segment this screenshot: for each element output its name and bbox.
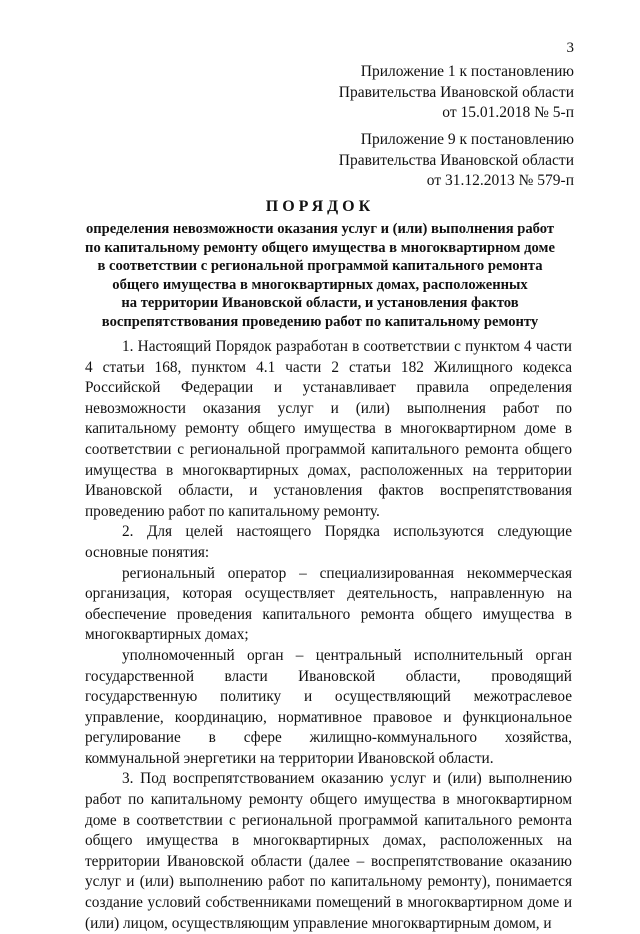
appendix-line: Приложение 9 к постановлению	[360, 131, 574, 148]
appendix-line: Правительства Ивановской области	[338, 83, 574, 101]
appendix-line: Приложение 1 к постановлению	[360, 63, 574, 80]
document-subtitle	[70, 220, 570, 331]
subtitle-line: общего имущества в многоквартирных домах, расположенных	[112, 276, 528, 293]
definition-regional-operator: региональный оператор – специализированная некоммерческая организация, которая осуществляет деятельность, направленную на обеспечение проведения капитального ремонта общего имущества в многоквартирных домах;	[85, 564, 572, 644]
appendix-reference-2	[339, 130, 574, 192]
paragraph-3: 3. Под воспрепятствованием оказанию услуг и (или) выполнению работ по капитальному ремонту общего имущества в многоквартирном доме в соответствии с региональной программой капитального ремонта общего имущества в многоквартирных домах, расположенных на территории Ивановской области (далее – воспрепятствование оказанию услуг и (или) выполнению работ по капитальному ремонту), понимается создание условий собственниками помещений в многоквартирном доме и (или) лицом, осуществляющим управление многоквартирным домом, и	[85, 770, 572, 932]
subtitle-line: на территории Ивановской области, и установления фактов	[121, 295, 519, 311]
subtitle-line: определения невозможности оказания услуг и (или) выполнения работ	[85, 221, 555, 237]
paragraph-1: 1. Настоящий Порядок разработан в соответствии с пунктом 4 части 4 статьи 168, пунктом 4.1 части 2 статьи 182 Жилищного кодекса Российской Федерации и устанавливает правила определения невозможности оказания услуг и (или) выполнения работ по капитальному ремонту общего имущества в многоквартирном доме в соответствии с региональной программой капитального ремонта общего имущества в многоквартирных домах, расположенных на территории Ивановской области, и установления фактов воспрепятствования проведению работ по капитальному ремонту.	[85, 338, 572, 520]
paragraph-2: 2. Для целей настоящего Порядка используются следующие основные понятия:	[85, 523, 572, 561]
document-title: ПОРЯДОК	[265, 198, 375, 215]
page-number: 3	[566, 40, 574, 56]
definition-authorized-body: уполномоченный орган – центральный исполнительный орган государственной власти Ивановской области, проводящий государственную политику и осуществляющий межотраслевое управление, координацию, нормативное правовое и функциональное регулирование в сфере жилищно-коммунального хозяйства, коммунальной энергетики на территории Ивановской области.	[85, 646, 572, 767]
subtitle-line: воспрепятствования проведению работ по капитальному ремонту	[101, 313, 539, 330]
appendix-reference-1	[339, 62, 574, 124]
appendix-line: от 31.12.2013 № 579-п	[426, 172, 574, 189]
appendix-line: от 15.01.2018 № 5-п	[442, 104, 574, 121]
subtitle-line: по капитальному ремонту общего имущества в многоквартирном доме	[85, 239, 555, 256]
appendix-line: Правительства Ивановской области	[338, 151, 574, 169]
document-body	[85, 337, 572, 934]
subtitle-line: в соответствии с региональной программой капитального ремонта	[97, 258, 543, 274]
